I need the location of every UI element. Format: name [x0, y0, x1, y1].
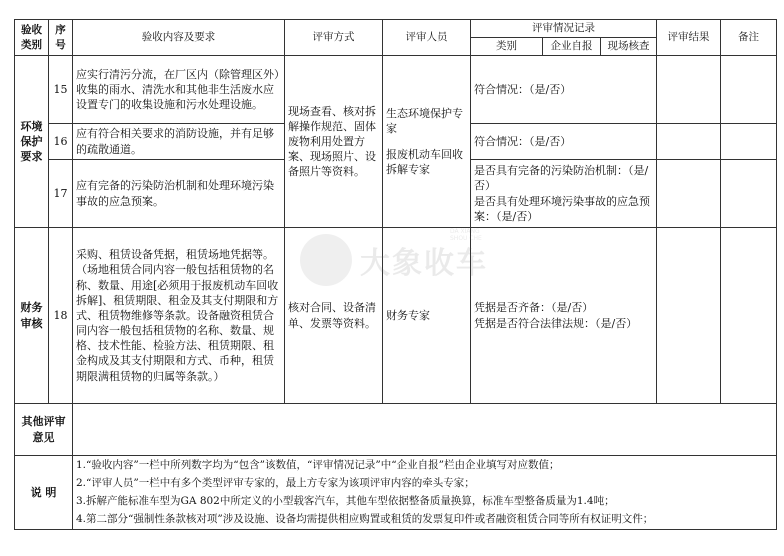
content-15: 应实行清污分流，在厂区内（除管理区外）收集的雨水、清洗水和其他非生活废水应设置专门的收集设施和污水处理设施。	[73, 56, 285, 124]
finance-reviewer: 财务专家	[383, 228, 471, 404]
acceptance-review-table	[14, 19, 777, 530]
record-17-line-1: 是否具有完备的污染防治机制：（是/否）	[474, 164, 649, 193]
result-18[interactable]	[657, 228, 721, 404]
header-record: 评审情况记录	[471, 20, 657, 38]
env-reviewer-lead: 生态环境保护专家	[386, 107, 463, 136]
watermark-brand: 大象收车	[360, 246, 488, 281]
header-seq: 序号	[49, 20, 73, 56]
env-method: 现场查看、核对拆解操作规范、固体废物利用处置方案、现场照片、设备照片等资料。	[285, 56, 383, 228]
result-16[interactable]	[657, 124, 721, 160]
seq-18: 18	[49, 228, 73, 404]
record-17-line-2: 是否具有处理环境污染事故的应急预案：（是/否）	[474, 194, 650, 223]
content-17: 应有完备的污染防治机制和处理环境污染事故的应急预案。	[73, 160, 285, 228]
header-method: 评审方式	[285, 20, 383, 56]
seq-16: 16	[49, 124, 73, 160]
header-reviewer: 评审人员	[383, 20, 471, 56]
record-18	[471, 228, 657, 404]
finance-method: 核对合同、设备清单、发票等资料。	[285, 228, 383, 404]
header-result: 评审结果	[657, 20, 721, 56]
watermark-brand-en: DA XIANG SHOU CHE	[450, 228, 482, 242]
notes-label: 说 明	[15, 456, 73, 530]
env-reviewer	[383, 56, 471, 228]
env-reviewer-second: 报废机动车回收拆解专家	[386, 147, 463, 176]
note-line-1: 1.“验收内容”一栏中所列数字均为“包含”该数值，“评审情况记录”中“企业自报”栏由企业填写对应数值；	[76, 459, 560, 471]
header-remark: 备注	[721, 20, 777, 56]
remark-15[interactable]	[721, 56, 777, 124]
header-record-site: 现场核查	[601, 38, 657, 56]
header-record-type: 类别	[471, 38, 543, 56]
content-16: 应有符合相关要求的消防设施，并有足够的疏散通道。	[73, 124, 285, 160]
record-17	[471, 160, 657, 228]
result-17[interactable]	[657, 160, 721, 228]
category-environment: 环境保护要求	[15, 56, 49, 228]
note-line-4: 4.第二部分“强制性条款核对项”涉及设施、设备均需提供相应购置或租赁的发票复印件或者融资租赁合同等所有权证明文件；	[76, 512, 654, 525]
content-18: 采购、租赁设备凭据，租赁场地凭据等。（场地租赁合同内容一般包括租赁物的名称、数量、用途[必须用于报废机动车回收拆解]、租赁期限、租金及其支付期限和方式、租赁物维修等条款。设备融资租赁合同内容一般包括租赁物的名称、数量、规格、技术性能、检验方法、租赁期限、租金构成及其支付期限和方式、币种，租赁期限满租赁物的归属等条款。）	[73, 228, 285, 404]
header-content: 验收内容及要求	[73, 20, 285, 56]
other-opinions-field[interactable]	[73, 404, 777, 456]
record-18-line-2: 凭据是否符合法律法规：（是/否）	[474, 316, 638, 330]
record-15-line: 符合情况：（是/否）	[474, 82, 572, 96]
result-15[interactable]	[657, 56, 721, 124]
other-opinions-label: 其他评审意见	[15, 404, 73, 456]
record-15	[471, 56, 657, 124]
remark-17[interactable]	[721, 160, 777, 228]
seq-17: 17	[49, 160, 73, 228]
note-line-3: 3.拆解产能标准车型为GA 802中所定义的小型载客汽车，其他车型依据整备质量换算，标准车型整备质量为1.4吨；	[76, 494, 615, 507]
remark-18[interactable]	[721, 228, 777, 404]
remark-16[interactable]	[721, 124, 777, 160]
notes-content	[73, 456, 777, 530]
category-finance: 财务审核	[15, 228, 49, 404]
header-category: 验收类别	[15, 20, 49, 56]
header-record-self: 企业自报	[543, 38, 601, 56]
record-16	[471, 124, 657, 160]
record-18-line-1: 凭据是否齐备：（是/否）	[474, 301, 594, 315]
note-line-2: 2.“评审人员”一栏中有多个类型评审专家的，最上方专家为该项评审内容的牵头专家；	[76, 476, 475, 489]
record-16-line: 符合情况：（是/否）	[474, 134, 572, 148]
seq-15: 15	[49, 56, 73, 124]
